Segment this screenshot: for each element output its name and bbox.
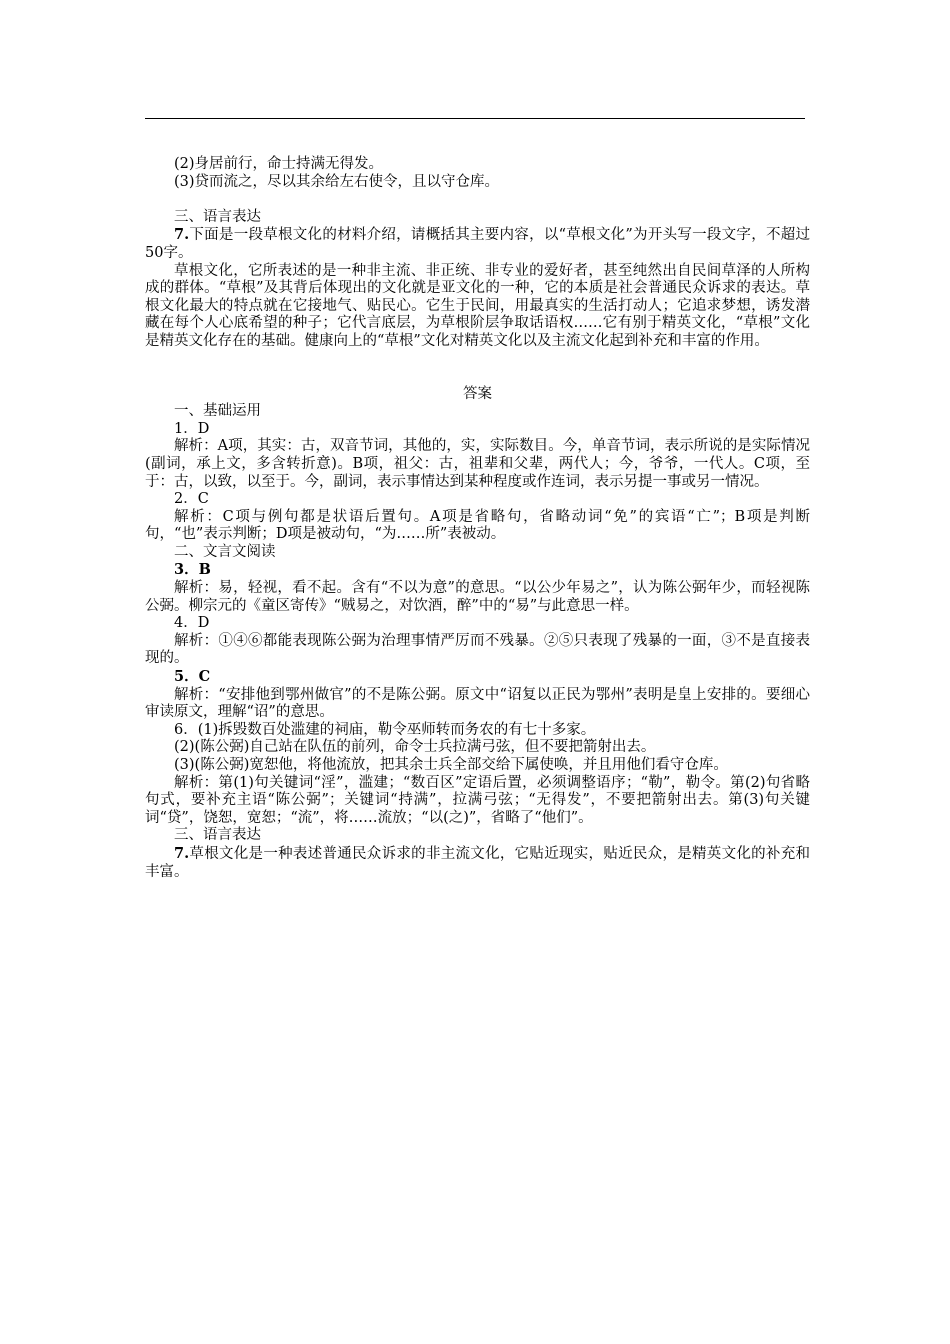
answer-number: 7.	[174, 844, 190, 862]
answer-explanation: 解析：易，轻视，看不起。含有“不以为意”的意思。“以公少年易之”，认为陈公弼年少，而轻视陈公弼。柳宗元的《童区寄传》“贼易之，对饮酒，醉”中的“易”与此意思一样。	[145, 580, 810, 614]
answer-explanation: 解析：C项与例句都是状语后置句。A项是省略句，省略动词“免”的宾语“亡”；B项是判断句，“也”表示判断；D项是被动句，“为……所”表被动。	[145, 508, 810, 543]
question-number: 7.	[174, 226, 190, 244]
header-rule	[145, 118, 805, 119]
question-text: 下面是一段草根文化的材料介绍，请概括其主要内容，以“草根文化”为开头写一段文字，不超过50字。	[145, 227, 810, 261]
answer-translation: (3)(陈公弼)宽恕他，将他流放，把其余士兵全部交给下属使唤，并且用他们看守仓库。	[174, 757, 728, 773]
answer-text: 草根文化是一种表述普通民众诉求的非主流文化，它贴近现实，贴近民众，是精英文化的补充和丰富。	[145, 845, 810, 880]
answer-explanation: 解析：“安排他到鄂州做官”的不是陈公弼。原文中“诏复以正民为鄂州”表明是皇上安排的。要细心审读原文，理解“诏”的意思。	[145, 686, 810, 721]
answer-7	[145, 845, 810, 881]
answer-label: 2．C	[174, 491, 209, 508]
section-heading: 三、语言表达	[174, 827, 261, 844]
answer-label: 1．D	[174, 420, 210, 437]
question-7	[145, 226, 810, 262]
answer-label-text: 3．B	[174, 561, 211, 579]
question-line: (3)贷而流之，尽以其余给左右使令，且以守仓库。	[174, 173, 500, 190]
section-heading: 一、基础运用	[174, 403, 261, 420]
answer-label	[145, 668, 810, 687]
material-passage: 草根文化，它所表述的是一种非主流、非正统、非专业的爱好者，甚至纯然出自民间草泽的人所构成的群体。“草根”及其背后体现出的文化就是亚文化的一种，它的本质是社会普通民众诉求的表达。草根文化最大的特点就在它接地气、贴民心。它生于民间，用最真实的生活打动人；它追求梦想，诱发潜藏在每个人心底希望的种子；它代言底层，为草根阶层争取话语权……它有别于精英文化，“草根”文化是精英文化存在的基础。健康向上的“草根”文化对精英文化以及主流文化起到补充和丰富的作用。	[145, 262, 810, 349]
section-heading: 三、语言表达	[174, 208, 261, 225]
question-line: (2)身居前行，命士持满无得发。	[174, 156, 384, 172]
answer-explanation: 解析：①④⑥都能表现陈公弼为治理事情严厉而不残暴。②⑤只表现了残暴的一面，③不是直接表现的。	[145, 632, 810, 667]
section-heading: 二、文言文阅读	[174, 543, 276, 560]
document-body	[145, 156, 810, 881]
answer-explanation: 解析：第(1)句关键词“淫”，滥建；“数百区”定语后置，必须调整语序；“勒”，勒令。第(2)句省略句式，要补充主语“陈公弼”；关键词“持满”，拉满弓弦；“无得发”，不要把箭射出去。第(3)句关键词“贷”，饶恕，宽恕；“流”，将……流放；“以(之)”，省略了“他们”。	[145, 774, 810, 826]
answer-translation: 6．(1)拆毁数百处滥建的祠庙，勒令巫师转而务农的有七十多家。	[174, 721, 596, 738]
answer-label-text: 5．C	[174, 668, 211, 686]
answer-translation: (2)(陈公弼)自己站在队伍的前列，命令士兵拉满弓弦，但不要把箭射出去。	[174, 739, 656, 756]
answer-title: 答案	[463, 385, 492, 402]
answer-explanation: 解析：A项，其实：古，双音节词，其他的，实，实际数目。今，单音节词，表示所说的是实际情况(副词，承上文，多含转折意)。B项，祖父：古，祖辈和父辈，两代人；今，爷爷，一代人。C项，至于：古，以致，以至于。今，副词，表示事情达到某种程度或作连词，表示另提一事或另一情况。	[145, 438, 810, 490]
answer-label: 4．D	[174, 615, 210, 632]
answer-label	[145, 561, 810, 580]
